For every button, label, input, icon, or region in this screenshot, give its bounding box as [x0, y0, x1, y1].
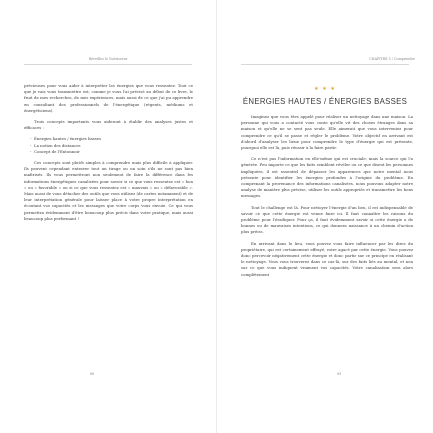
section-title: ÉNERGIES HAUTES / ÉNERGIES BASSES	[242, 97, 408, 106]
running-head: Réveillez le Guérisseur	[88, 57, 128, 61]
header-rule	[241, 64, 409, 65]
star-ornament-icon: ★ ★ ★	[314, 86, 336, 92]
paragraph: Imaginez que vous êtes appelé pour réaliser un nettoyage dans une maison. La personne qui vous a contacté vous conte qu'elle vit des choses étranges dans sa maison et qu'elle ne se sent pas seule. Elle aimerait que vous interveniez pour comprendre ce qu'il se passe et régler le problème. Votre objectif en arrivant est d'abord d'analyser les lieux pour comprendre le type d'énergie qui est présente, pourquoi elle est là, puis réussir à la faire partir.	[241, 114, 413, 151]
paragraph: Trois concepts importants vous aideront à établir des analyses justes et efficaces :	[24, 119, 193, 131]
list-item: - Énergies hautes / énergies basses	[30, 136, 193, 142]
page-body	[241, 114, 413, 283]
left-page	[0, 0, 216, 433]
page-number: 88	[90, 372, 95, 376]
paragraph: Ces concepts sont plutôt simples à comprendre mais plus difficile à appliquer. Ils peuvent cependant entraver tout un tirage ou un soin s'ils ne sont pas bien maîtrisés. Ils vous permettront non seulement de faire la différence dans les informations énergétiques canalisées pour savoir si ce que vous ressentez est « bon » ou « favorable » ou si ce que vous ressentez est « mauvais » ou « défavorable ». Mais aussi de vous détacher des outils que vous utilisez (de cartes notamment) et de leur interprétation générale pour laisser place à votre propre interprétation en écoutant vos capacités et les messages que votre corps vous envoie. Ce qui vous permettra évidemment d'être beaucoup plus précis dans votre pratique, mais aussi beaucoup plus performant !	[24, 160, 193, 221]
paragraph: En arrivant dans le lieu, vous pouvez vous faire influencer par les dires du propriétaire, qui est certainement effrayé, voire agacé par cette énergie. Vous pouvez donc percevoir négativement cette énergie et donc partir sur ce principe en réalisant le nettoyage. Vous vous trouverez dans ce cas-là, sur des faits liés au mental, et non sur ce que vous indiquent vraiment vos capacités. Votre canalisation sera alors complètement	[241, 240, 413, 277]
right-page	[217, 0, 433, 433]
page-body	[24, 83, 193, 227]
list-item: - Concept de l'Entonnoir	[30, 149, 193, 155]
paragraph: précieuses pour vous aider à interpréter les énergies que vous ressentez. Tout ce que je vais vous transmettre est, comme je vous l'ai précisé au début de ce livre, le fruit de mes recherches, de mes expériences, mais aussi de ce que j'ai pu apprendre en consultant des professionnels de l'énergétique (régents, médiums et énergéticiens).	[24, 83, 193, 113]
paragraph: Ce n'est pas l'information en elle-même qui est cruciale, mais la source qui l'a générée. Peu importe ce que les faits semblent révéler ou ce que disent les personnes impliquées, il est essentiel de dépasser les apparences que notre mental nous présente pour identifier les énergies profondes à l'origine du problème. En comprenant la provenance des informations canalisées, nous pouvons adapter notre analyse de manière plus précise, utiliser les outils appropriés et transmettre les bons messages.	[241, 156, 413, 199]
page-number: 89	[337, 372, 342, 376]
list-item: - La notion des distances	[30, 143, 193, 149]
running-head: CHAPITRE 5 / Comprendre	[369, 57, 415, 61]
paragraph: Tout le challenge est là. Pour nettoyer l'énergie d'un lieu, il est indispensable de savoir ce que cette énergie est venue faire ici. Il faut connaître les raisons du problème pour l'éradiquer. Pour ça, il faut évidemment savoir si cette énergie a de bonnes ou de mauvaises intentions, ce qui donnera naissance à un chemin d'action plus précis.	[241, 204, 413, 235]
concept-list	[24, 136, 193, 155]
header-rule	[24, 64, 192, 65]
